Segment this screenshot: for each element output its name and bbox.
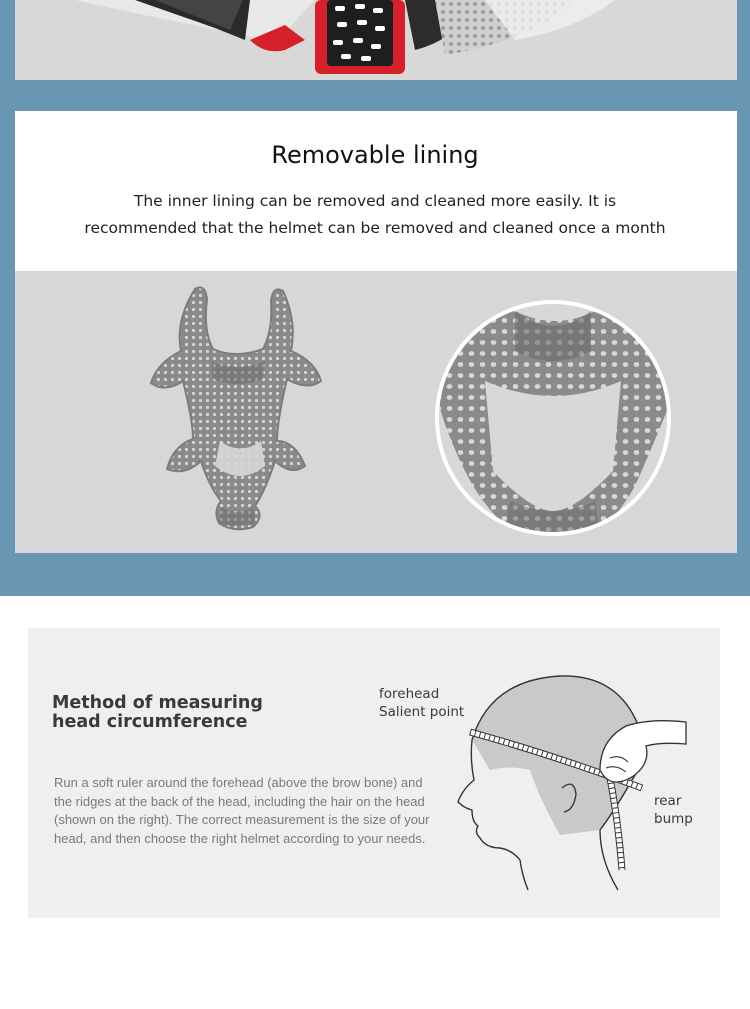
salient-label-line: Salient point (379, 704, 465, 720)
measurement-title-line: Method of measuring (52, 693, 263, 713)
forehead-label-line: forehead (379, 686, 440, 702)
description-line: The inner lining can be removed and cleaned more easily. It is (133, 192, 617, 210)
measurement-title (52, 694, 352, 732)
lining-pad-image (151, 287, 321, 529)
helmet-strap-photo (15, 0, 737, 80)
section-title: Removable lining (271, 141, 479, 169)
lining-closeup-image (435, 300, 675, 536)
lining-photo-panel (15, 271, 737, 553)
bump-label-line: bump (654, 811, 693, 827)
description-line: recommended that the helmet can be removed and cleaned once a month (84, 219, 666, 237)
section-description (60, 188, 690, 242)
measurement-instructions: Run a soft ruler around the forehead (above the brow bone) and the ridges at the back of the head, including the hair on the head (shown on the right). The correct measurement is the size of your head, and then choose the right helmet according to your needs. (54, 775, 430, 846)
rear-label-line: rear (654, 793, 682, 809)
measurement-title-line: head circumference (52, 712, 248, 732)
head-measure-illustration (450, 670, 700, 910)
